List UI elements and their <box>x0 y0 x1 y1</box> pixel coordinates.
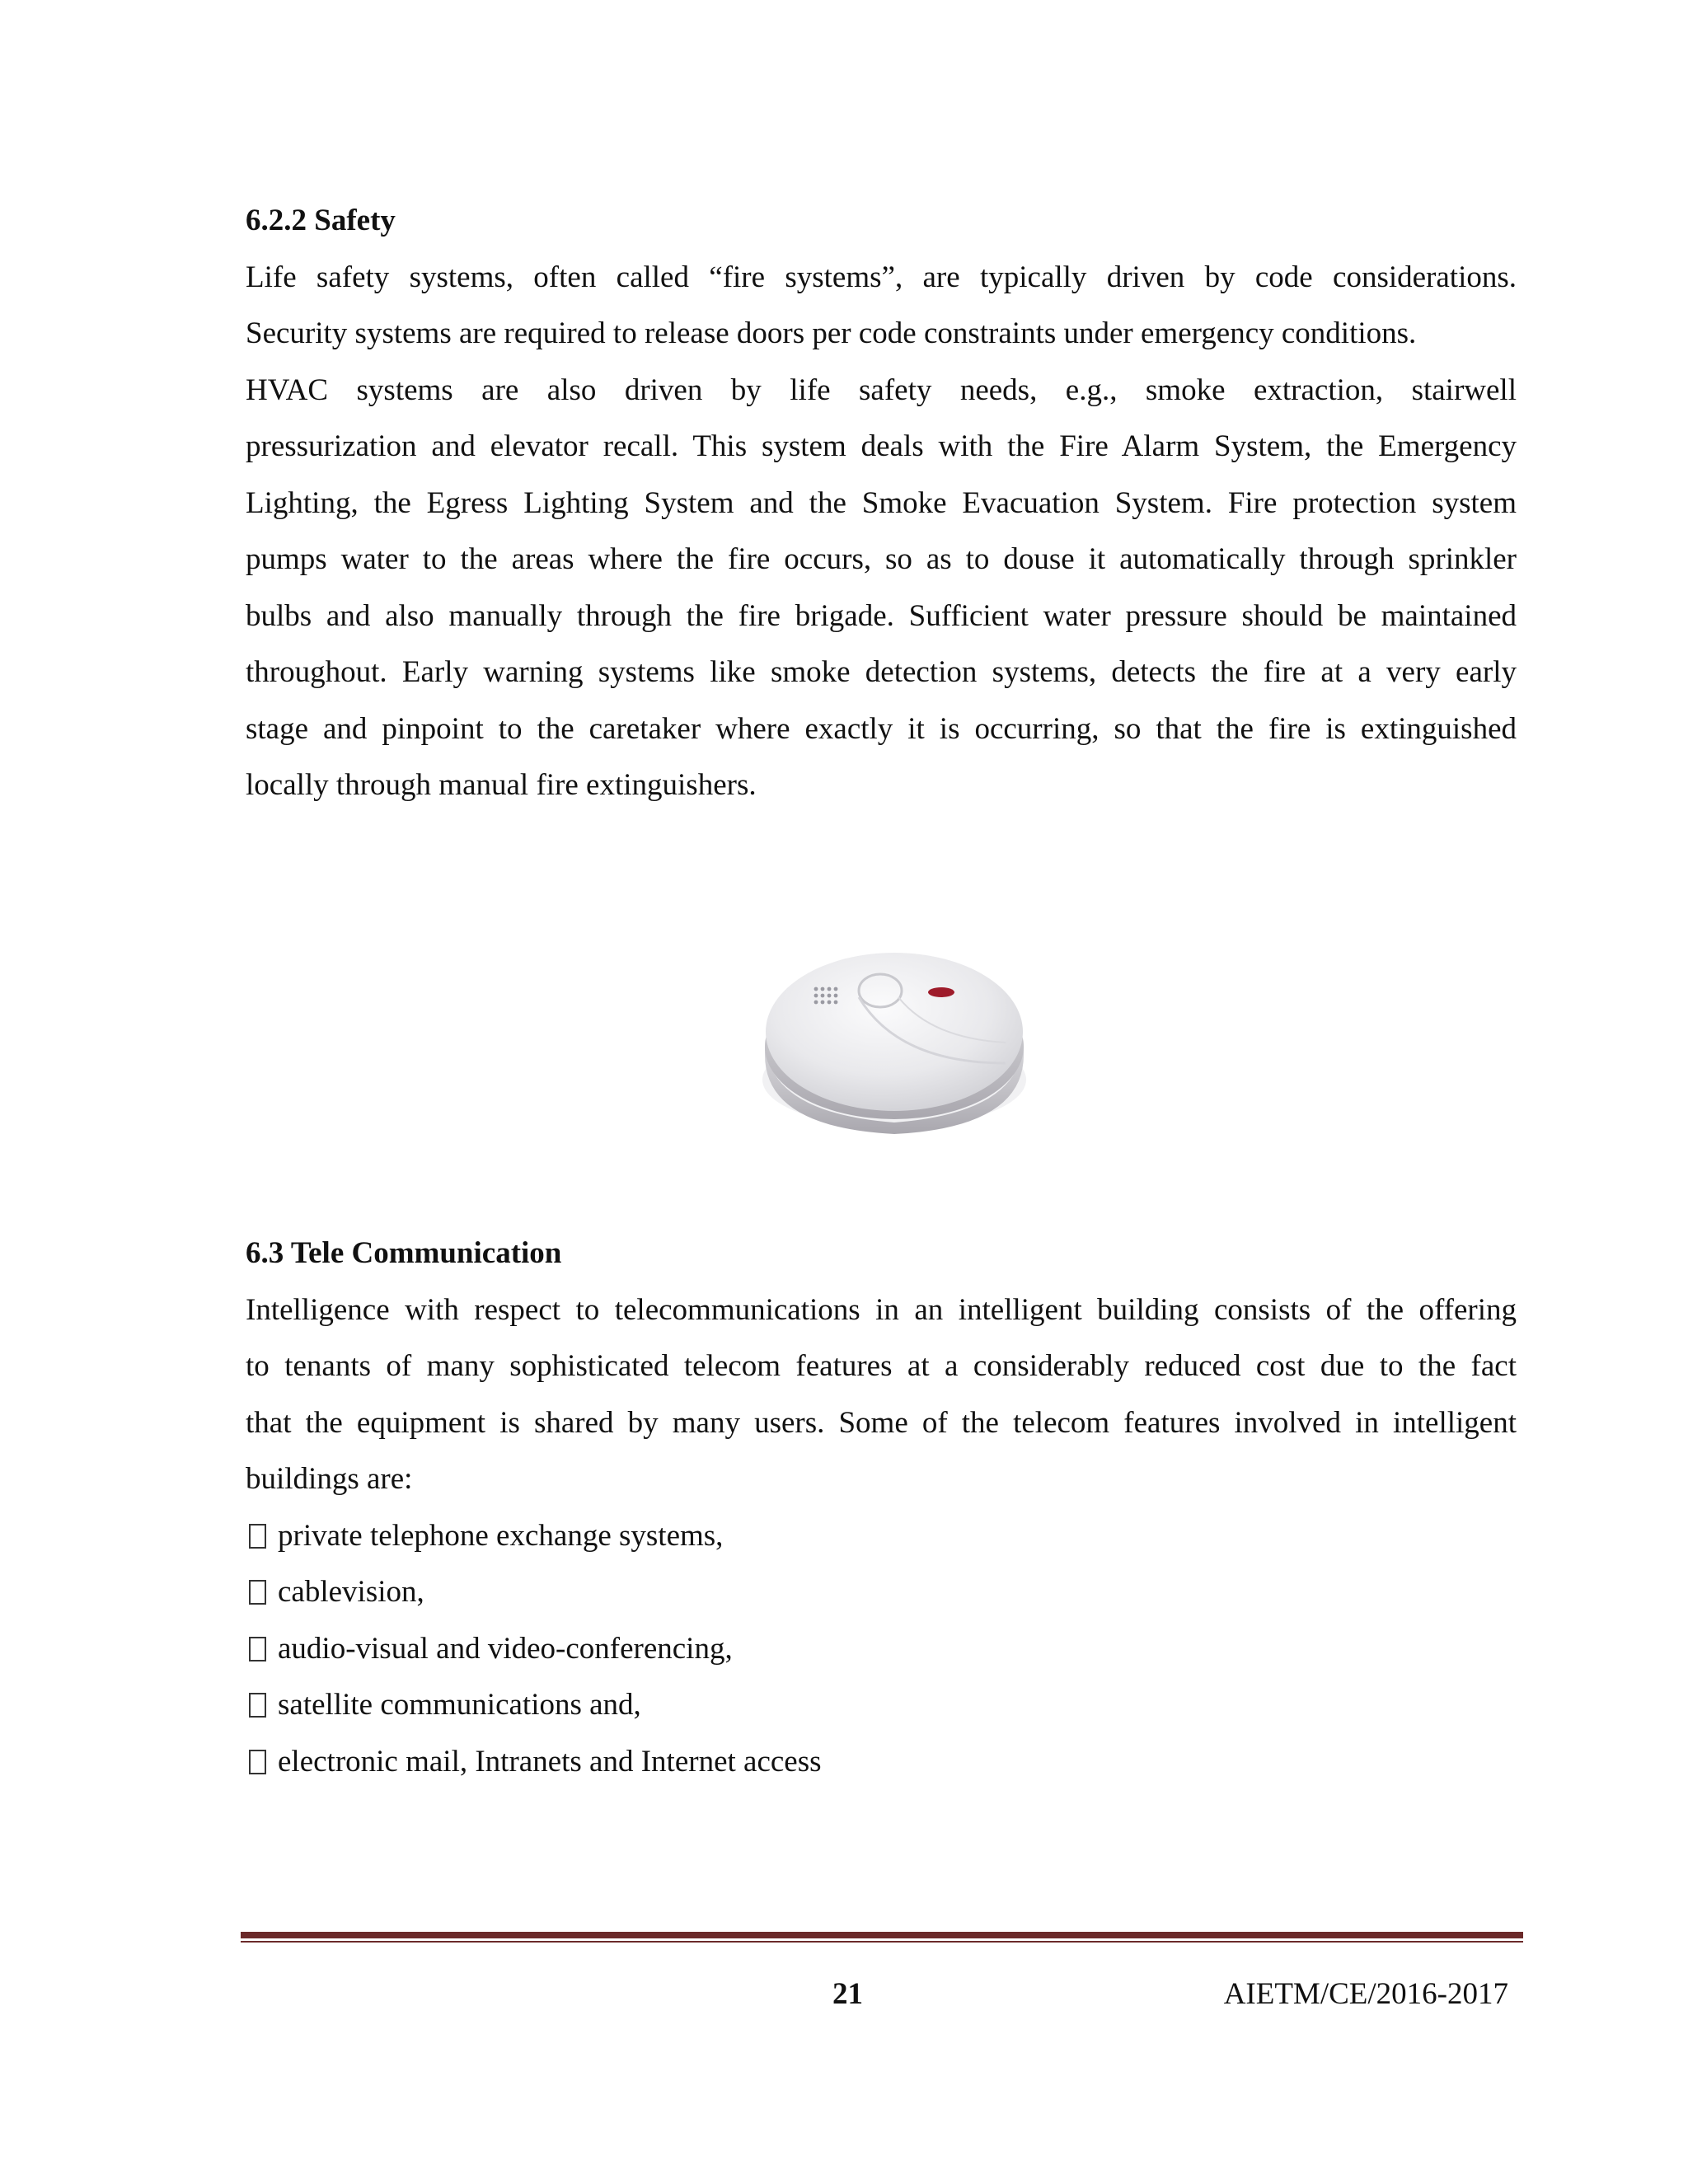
footer-divider-thin <box>241 1941 1523 1943</box>
text-line: stage and pinpoint to the caretaker where exactly it is occurring, so that the fire is extinguished <box>246 711 1517 746</box>
list-item-text: audio-visual and video-conferencing, <box>278 1631 733 1666</box>
text-line: locally through manual fire extinguishers. <box>246 768 757 802</box>
text-line: Life safety systems, often called “fire systems”, are typically driven by code considerations. <box>246 260 1517 294</box>
text-line: pressurization and elevator recall. This system deals with the Fire Alarm System, the Emergency <box>246 429 1517 463</box>
bullet-box-icon <box>249 1637 266 1661</box>
text-line: HVAC systems are also driven by life safety needs, e.g., smoke extraction, stairwell <box>246 373 1517 407</box>
footer-divider-thick <box>241 1932 1523 1938</box>
smoke-detector-icon <box>758 940 1030 1137</box>
bullet-box-icon <box>249 1693 266 1718</box>
paragraph-telecommunication <box>246 1282 1517 1508</box>
text-line: to tenants of many sophisticated telecom features at a considerably reduced cost due to the fact <box>246 1349 1517 1383</box>
list-item-text: private telephone exchange systems, <box>278 1518 724 1553</box>
text-line: bulbs and also manually through the fire brigade. Sufficient water pressure should be maintained <box>246 598 1517 633</box>
text-line: Security systems are required to release doors per code constraints under emergency conditions. <box>246 316 1417 350</box>
text-line: that the equipment is shared by many users. Some of the telecom features involved in intelligent <box>246 1405 1517 1440</box>
text-line: Lighting, the Egress Lighting System and the Smoke Evacuation System. Fire protection system <box>246 485 1517 520</box>
list-item-text: cablevision, <box>278 1575 424 1609</box>
list-item <box>246 1564 1517 1621</box>
bullet-box-icon <box>249 1524 266 1549</box>
text-line: buildings are: <box>246 1462 413 1496</box>
bullet-box-icon <box>249 1580 266 1605</box>
footer-document-code: AIETM/CE/2016-2017 <box>1223 1977 1508 2011</box>
text-line: throughout. Early warning systems like smoke detection systems, detects the fire at a very early <box>246 655 1517 689</box>
text-line: Intelligence with respect to telecommunications in an intelligent building consists of the offering <box>246 1292 1517 1327</box>
paragraph-safety <box>246 250 1517 814</box>
smoke-detector-image <box>758 940 1030 1137</box>
section-safety <box>246 193 1517 814</box>
text-line: pumps water to the areas where the fire occurs, so as to douse it automatically through sprinkler <box>246 542 1517 576</box>
section-heading-safety: 6.2.2 Safety <box>246 204 396 237</box>
list-item-text: satellite communications and, <box>278 1688 641 1722</box>
list-item <box>246 1508 1517 1565</box>
list-item-text: electronic mail, Intranets and Internet access <box>278 1744 822 1779</box>
list-item <box>246 1734 1517 1791</box>
section-heading-telecommunication: 6.3 Tele Communication <box>246 1236 562 1270</box>
bullet-box-icon <box>249 1750 266 1774</box>
telecom-feature-list <box>246 1508 1517 1791</box>
list-item <box>246 1677 1517 1734</box>
footer-divider <box>241 1932 1523 1943</box>
page-number: 21 <box>832 1977 863 2011</box>
list-item <box>246 1621 1517 1678</box>
section-telecommunication <box>246 1226 1517 1790</box>
